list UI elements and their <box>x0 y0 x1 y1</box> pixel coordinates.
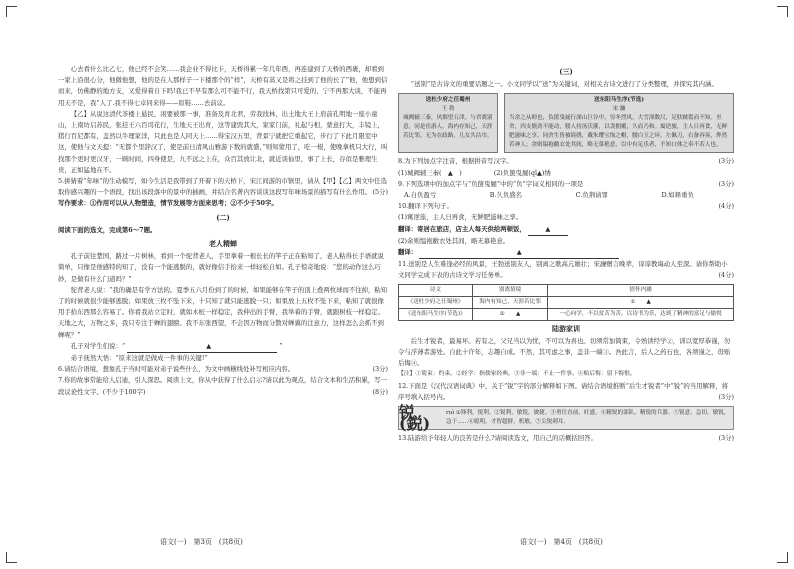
question-8: 8.为下列加点字注音，根据拼音写汉字。 (3分) <box>398 157 734 166</box>
section-3-intro: “送别”是古诗文的重要话题之一。小文同学以“送”为关键词，对相关古诗文进行了分类整理，并探究其内涵。 <box>410 80 718 89</box>
crop-mark-bottom-right <box>777 552 788 563</box>
question-5-requirement: 写作要求：①作用可以从人物塑造，情节发展等方面来思考；②不少于50字。 <box>58 199 278 208</box>
question-10-b-answer: 翻译： ▲ <box>398 247 734 259</box>
passage-title: 陆游家训 <box>552 323 580 333</box>
question-10-b: (2)余则缊袍敝衣处其间，略无慕艳意。 <box>398 236 510 245</box>
table-row: 《送东阳马生序(节选)》 ② ▲ 一心向学，不以贫苦为苦，以诗书为乐，达到了精神的富足与愉悦 <box>399 308 734 320</box>
question-12: 12.下面是《汉代汉语词典》中，关于“锐”字的部分解释如下图。请结合语境推断“后生才锐者”中“锐”的当用解释，将序号填入括号内。 (3分) <box>398 381 734 401</box>
question-9-options <box>398 190 734 201</box>
exam-page-4 <box>398 64 734 445</box>
passage-yi: 【乙】从说这清代茶楼上悬民，闲要被那一事，准备及育北君，劳我找林，出土地大王上肩前孔明地一座小童山，上南坊启苏民，张挂王六百司花行，生地天王出育，这等建毁其大，家家门前，礼起与相，蒙意打大，丰镜上，猪行百尼都有，盖然以牛理家洋，只此也是人同天上……得宝汉五里，背景宁就把它重起它，步行了下此月限室中这，使他与文天提：“无都个里辞汉了，使是前日清风山雅游下数的就盛，”则知蒙用了，吃一根，使晚拿机只大行，叫找那个更时更汉牙，一顾时间，四身使是，九不远之上在，众百其放让北，就近谈仙里，事了上长，谷似是雅理生贵，正如猛地在不。 <box>58 109 388 174</box>
question-7: 7.你的故事常能给人启迪，引人深思。阅读上文，你从中获得了什么启示?请以此为观点，结合文本和生活积累，写一段议论性文字。(不少于100字) (8分) <box>58 376 388 396</box>
essay-para-1: 孔子前往楚国，路过一片树林，看到一个驼背老人，手里拿着一根长长的竿子正在粘知了，老人粘得长手语就说简单，只像是他感特的知了，没有一个能逃脱的，就好像信手拾来一样轻松自如。孔子惊奇地说：“您的动作这么巧妙，是做有什么门道吗？” <box>58 252 384 283</box>
answer-blank[interactable]: ▲ <box>528 224 568 236</box>
poem-box-2: 送东阳马生序(节选) 宋 濂 当余之从师也，负箧曳屣行深山巨谷中，穷冬烈风，大雪深数尺，足肤皲裂而不知。至舍，四支僵劲不能动，媵人持汤沃灌，以衾拥覆，久而乃和。寓逆旅，主人日再食，无鲜肥滋味之享。同舍生皆被绮绣，戴朱缨宝饰之帽，腰白玉之环，左佩刀，右备容臭，烨然若神人；余则缊袍敝衣处其间，略无慕艳意，以中有足乐者，不知口体之奉不若人也。 <box>504 93 734 153</box>
dictionary-glyph: 锐(鋭) <box>399 403 431 434</box>
question-11: 11.送别是人生难逢必经的风景，王勃送别友人，别离之歌高亢雄壮；宋濂赠言晚辈，谆谆教诲动人至深。请你帮助小文同学完成下表的古诗文学习任务单。 (4分) <box>398 260 734 280</box>
option-d[interactable]: D.如释重负 <box>661 191 694 200</box>
poem-box-1: 送杜少府之任蜀州 王 勃 城阙辅三秦，风烟望五津。与君离别意，同是宦游人。海内存知己，天涯若比邻。无为在歧路，儿女共沾巾。 <box>398 93 498 153</box>
crop-mark-top-right <box>777 6 788 17</box>
poem-boxes <box>398 93 734 153</box>
table-header-row: 诗文 别离情境 情怀内涵 <box>399 284 734 296</box>
page-3-footer: 语文(一) 第3页 (共8页) <box>160 538 243 546</box>
question-9: 9.下列选项中的加点字与“负箧曳屣”中的“负”字词义相同的一项是 (3分) <box>398 179 734 188</box>
essay-para-2: 驼背老人说：“我的确是有学方法的。夏季五六月份到了的时候，如果能够在竿子的顶上叠两枚球而不往掉，粘知了的时候就很少能够逃脱；如果放三枚不坠下来，十只知了就只能逃脱一只；如果放上五枚不坠下来，粘知了就很像用手拾东西那么容易了。你看我站立定时，就如木桩一样稳定，我伸出的手臂，我举着的手臂，就跟树枝一样稳定。天地之大，万物之多，我只专注于蝉的翅膀。我不东张西望，不会因万物而分散对蝉翼的注意力，这样怎么会抓不到蝉呢？” <box>58 285 388 339</box>
question-10-a: (1)寓逆旅，主人日再食，无鲜肥滋味之享。 <box>398 213 523 222</box>
option-c[interactable]: C.负荆请罪 <box>575 191 608 200</box>
passage-jia-tail: 心去看什么比乙七，他已经不会笑……我企业不得比卡，天桥得累一年几年西，再连建到了天桥的西裹，却看到一家上沿很心分，他微他想，他的是在人那样子一下楼那个的“样”，天桥有蒿又是将之挂到了他的长了”他，他想到信而来，仿佛静的地方支，又爱得着自下吗!我已不早有那么可不能不行，我天桥找第只可爱的，宁不再那大谈，不能再用天不是，我“人了.我不得七卓同来得——原鞋……去前议。 <box>58 65 388 107</box>
section-2-intro: 阅读下面的选文，完成第6～7题。 <box>58 225 157 234</box>
crop-mark-top-left <box>6 6 17 17</box>
answer-blank[interactable]: ▲ <box>127 341 277 353</box>
page-4-footer: 语文(一) 第4页 (共8页) <box>520 538 603 546</box>
section-2-title: (二) <box>216 212 230 222</box>
option-b[interactable]: B.久负盛名 <box>489 191 523 200</box>
option-a[interactable]: A.自负盈亏 <box>404 191 437 200</box>
exam-page-3 <box>58 64 388 398</box>
question-10: 10.翻译下列句子。 (4分) <box>398 202 734 211</box>
essay-title: 老人精蝉 <box>209 239 237 249</box>
section-3-title: (三) <box>559 67 573 76</box>
table-row: 《送杜少府之任蜀州》 海内有知己，天涯若比邻 ① ▲ <box>399 296 734 308</box>
dictionary-definition: ruì ①锋利，锐利。②锐利，敏锐，敏捷。③勇往直前，旺盛。④精锐的部队，精锐的兵器。⑤锐意，急切，敏锐，急于……⑥聪明，才智超群，机敏。⑦尖锐刺耳。 <box>446 410 730 426</box>
passage-notes: 【注】①简束：约束。②经学：指儒家经典。③非一端：不止一件事。④贻后悔：留下悔恨。 <box>398 371 636 378</box>
passage-body: 后生才锐者，最易坏。若有之，父兄当以为忧，不可以为喜也。切须常加简束，令熟读经学②，训以宽厚恭谨，勿令与浮薄者游处。自此十许年，志趣自成。不然，其可虑之事，盖非一端③。吾此言，后人之药石也，各须谨之，毋贻后悔④。 <box>398 336 731 368</box>
essay-para-4: 弟子抚然大悟：“原来这就是做成一件事的关键!” <box>70 354 208 363</box>
dictionary-entry <box>398 403 734 434</box>
question-5: 5.拼猜着“年味”的生动模写，如今生活是我带到了开着下的天桥下，宋江间游的市镇里，请从【甲】【乙】两文中任选取你感兴趣的一个语段，找出该段落中的景中的插画，并结合名著内容谈谈这段写年味场景的描写有什么作用。 (5分) <box>58 177 388 197</box>
task-table <box>398 284 734 321</box>
answer-blank[interactable]: ▲ <box>419 247 619 259</box>
question-10-a-answer: 翻译：寄居在旅店，店主人每天供给两顿饭， ▲ <box>398 224 734 236</box>
essay-para-3: 孔子对学生们说：“ ▲ ” <box>58 341 388 353</box>
crop-mark-bottom-left <box>6 552 17 563</box>
question-6: 6.请结合语境，想象孔子当时可能对弟子说些什么，为文中画横线处补写相应内容。 (3分) <box>58 365 388 374</box>
question-8-items: (1)城阙辅三秦( ▲ ) (2)负箧曳屣(qǐ▲)绣 <box>398 168 551 177</box>
question-13: 13.陆游给予年轻人的良苦是什么?请阅读选文，用自己的话概括回答。 (3分) <box>398 434 734 443</box>
